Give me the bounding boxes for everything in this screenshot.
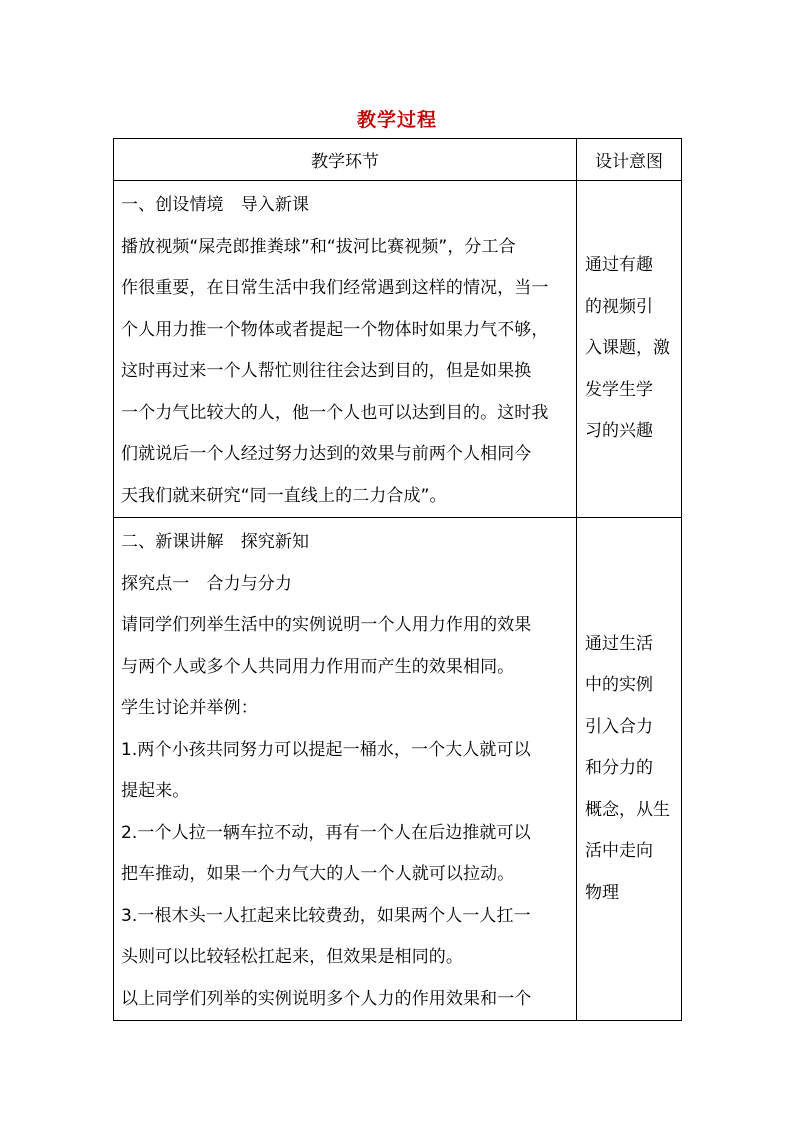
section-heading: 二、新课讲解 探究新知 xyxy=(121,532,310,552)
text-line: 这时再过来一个人帮忙则往往会达到目的，但是如果换 xyxy=(121,361,532,381)
text-line: 把车推动，如果一个力气大的人一个人就可以拉动。 xyxy=(121,864,515,884)
section-content-new-lesson xyxy=(114,518,577,1021)
header-teaching-stage: 教学环节 xyxy=(114,139,577,181)
text-line: 1.两个小孩共同努力可以提起一桶水，一个大人就可以 xyxy=(121,739,531,760)
text-line: 学生讨论并举例： xyxy=(121,698,258,718)
text-line: 播放视频“屎壳郎推粪球”和“拔河比赛视频”，分工合 xyxy=(121,236,516,257)
section-intent-new-lesson xyxy=(577,518,682,1021)
section-heading: 一、创设情境 导入新课 xyxy=(121,195,310,215)
intent-line: 中的实例 xyxy=(585,675,653,696)
table-header-row xyxy=(114,139,682,181)
page-title: 教学过程 xyxy=(356,109,437,131)
intent-line: 习的兴趣 xyxy=(585,421,653,442)
teaching-process-table xyxy=(113,138,682,1021)
intent-line: 物理 xyxy=(585,882,619,903)
header-design-intent: 设计意图 xyxy=(577,139,682,181)
text-line: 提起来。 xyxy=(121,781,190,801)
intent-line: 概念，从生 xyxy=(585,799,670,820)
subsection-heading: 探究点一 合力与分力 xyxy=(121,573,292,594)
text-line: 与两个人或多个人共同用力作用而产生的效果相同。 xyxy=(121,656,515,677)
intent-line: 入课题，激 xyxy=(585,338,670,359)
intent-line: 的视频引 xyxy=(585,296,653,317)
text-line: 3.一根木头一人扛起来比较费劲，如果两个人一人扛一 xyxy=(121,905,531,926)
text-line: 请同学们列举生活中的实例说明一个人用力作用的效果 xyxy=(121,615,532,635)
section-content-intro xyxy=(114,181,577,518)
intent-line: 和分力的 xyxy=(585,758,653,779)
intent-line: 通过生活 xyxy=(585,633,653,654)
intent-line: 引入合力 xyxy=(585,716,653,737)
intent-line: 发学生学 xyxy=(585,379,653,400)
text-line: 头则可以比较轻松扛起来，但效果是相同的。 xyxy=(121,947,463,967)
intent-line: 通过有趣 xyxy=(585,255,653,276)
text-line: 个人用力推一个物体或者提起一个物体时如果力气不够， xyxy=(121,319,549,340)
text-line: 以上同学们列举的实例说明多个人力的作用效果和一个 xyxy=(121,988,532,1009)
text-line: 2.一个人拉一辆车拉不动，再有一个人在后边推就可以 xyxy=(121,822,531,843)
text-line: 作很重要，在日常生活中我们经常遇到这样的情况，当一 xyxy=(121,278,549,298)
text-line: 们就说后一个人经过努力达到的效果与前两个人相同今 xyxy=(121,444,532,464)
section-row-new-lesson xyxy=(114,518,682,1021)
text-line: 天我们就来研究“同一直线上的二力合成”。 xyxy=(121,485,447,506)
section-row-intro xyxy=(114,181,682,518)
text-line: 一个力气比较大的人，他一个人也可以达到目的。这时我 xyxy=(121,402,549,423)
intent-line: 活中走向 xyxy=(585,841,653,862)
section-intent-intro xyxy=(577,181,682,518)
